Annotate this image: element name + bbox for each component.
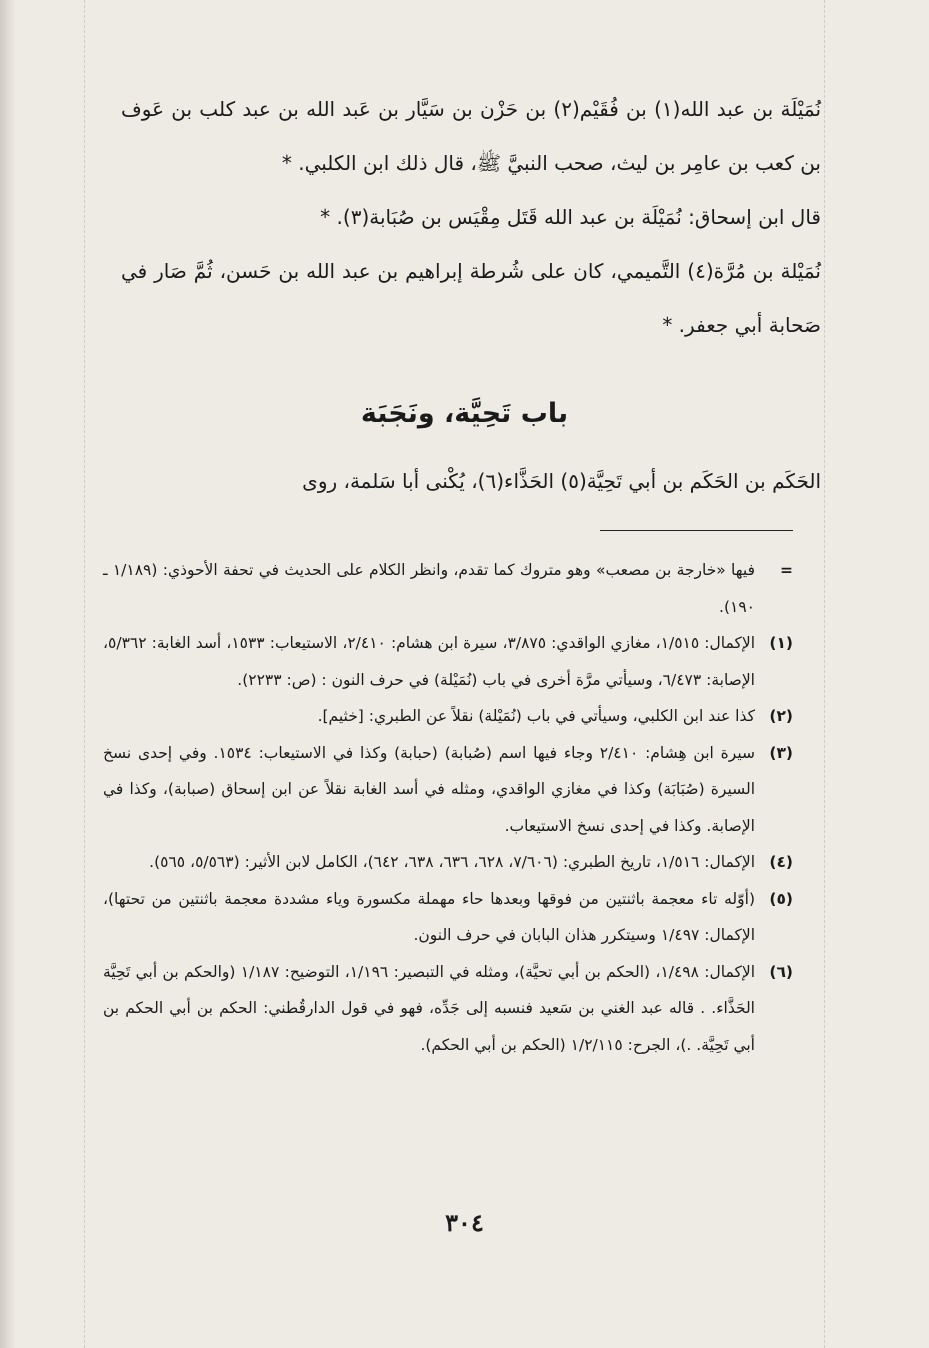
paragraph-ibn-ishaq: قال ابن إسحاق: نُمَيْلَة بن عبد الله قَتَل مِقْيَس بن صُبَابة(٣). * <box>320 205 821 229</box>
main-text-continuation <box>121 454 821 508</box>
footnote-3 <box>103 735 793 845</box>
footnote-text: فيها «خارجة بن مصعب» وهو متروك كما تقدم، وانظر الكلام على الحديث في تحفة الأحوذي: (١/١٨٩ ـ ١٩٠). <box>103 561 756 616</box>
footnote-marker: (٣) <box>769 743 793 762</box>
footnote-marker: (٤) <box>769 853 793 871</box>
paragraph-hakam: الحَكَم بن الحَكَم بن أبي تَحِيَّة(٥) الحَذَّاء(٦)، يُكْنى أبا سَلمة، روى <box>302 469 821 493</box>
footnote-1 <box>103 625 793 698</box>
footnote-separator <box>600 530 793 531</box>
fold-line-right <box>824 0 825 1348</box>
page-edge-shadow <box>0 0 16 1348</box>
footnote-4 <box>103 844 793 881</box>
footnote-text: كذا عند ابن الكلبي، وسيأتي في باب (نُمَيْلة) نقلاً عن الطبري: [خثيم]. <box>317 707 755 725</box>
footnote-text: الإكمال: ١/٥١٦، تاريخ الطبري: (٧/٦٠٦، ٦٢٨، ٦٣٦، ٦٣٨، ٦٤٢)، الكامل لابن الأثير: (٥/٥٦٣، ٥٦٥). <box>149 853 755 871</box>
footnote-marker: (٥) <box>769 889 793 908</box>
footnote-marker: = <box>780 561 793 579</box>
footnote-marker: (٢) <box>769 707 793 725</box>
footnote-text: سيرة ابن هِشام: ٢/٤١٠ وجاء فيها اسم (صُبابة) (حبابة) وكذا في الاستيعاب: ١٥٣٤. وفي إحدى نسخ السيرة (صُبَابَة) وكذا في مغازي الواقدي، ومثله في أسد الغابة نقلاً عن ابن إسحاق (صبابة)، وكذا في الإصابة. وكذا في إحدى نسخ الاستيعاب. <box>103 743 755 835</box>
paragraph-numayla-ibn-murra: نُمَيْلة بن مُرَّة(٤) التَّميمي، كان على شُرطة إبراهيم بن عبد الله بن حَسن، ثُمَّ صَار في صَحابة أبي جعفر. * <box>121 259 821 337</box>
footnote-6 <box>103 954 793 1064</box>
footnote-5 <box>103 881 793 954</box>
fold-line-left <box>84 0 85 1348</box>
footnote-text: الإكمال: ١/٥١٥، مغازي الواقدي: ٣/٨٧٥، سيرة ابن هشام: ٢/٤١٠، الاستيعاب: ١٥٣٣، أسد الغابة: ٥/٣٦٢، الإصابة: ٦/٤٧٣، وسيأتي مرَّة أخرى في باب (نُمَيْلة) في حرف النون : (ص: ٢٢٣٣). <box>103 634 755 689</box>
footnote-text: (أوّله تاء معجمة باثنتين من فوقها وبعدها حاء مهملة مكسورة وياء مشددة معجمة باثنتين من تحتها)، الإكمال: ١/٤٩٧ وسيتكرر هذان البابان في حرف النون. <box>103 889 755 944</box>
footnotes <box>103 552 793 1063</box>
footnote-text: الإكمال: ١/٤٩٨، (الحكم بن أبي تحيَّة)، ومثله في التبصير: ١/١٩٦، التوضيح: ١/١٨٧ (والحكم بن أبي تَحِيَّة الحَذَّاء. . قاله عبد الغني بن سَعيد فنسبه إلى جَدِّه، فهو في قول الدارقُطني: الحكم بن أبي الحكم بن أبي تَحِيَّة. .)، الجرح: ١/٢/١١٥ (الحكم بن أبي الحكم). <box>103 962 755 1054</box>
page-number: ٣٠٤ <box>445 1208 484 1237</box>
footnote-marker: (٦) <box>769 962 793 981</box>
paragraph-numayla-ibn-abdullah: نُمَيْلَة بن عبد الله(١) بن فُقَيْم(٢) بن حَزْن بن سَيَّار بن عَبد الله بن عبد كلب بن عَوف بن كعب بن عامِر بن ليث، صحب النبيَّ ﷺ، قال ذلك ابن الكلبي. * <box>121 97 822 175</box>
main-text-block <box>121 82 821 352</box>
footnote-marker: (١) <box>769 634 793 652</box>
footnote-2 <box>103 698 793 735</box>
section-heading: باب تَحِيَّة، ونَجَبَة <box>360 398 569 429</box>
footnote-continuation <box>103 552 793 625</box>
